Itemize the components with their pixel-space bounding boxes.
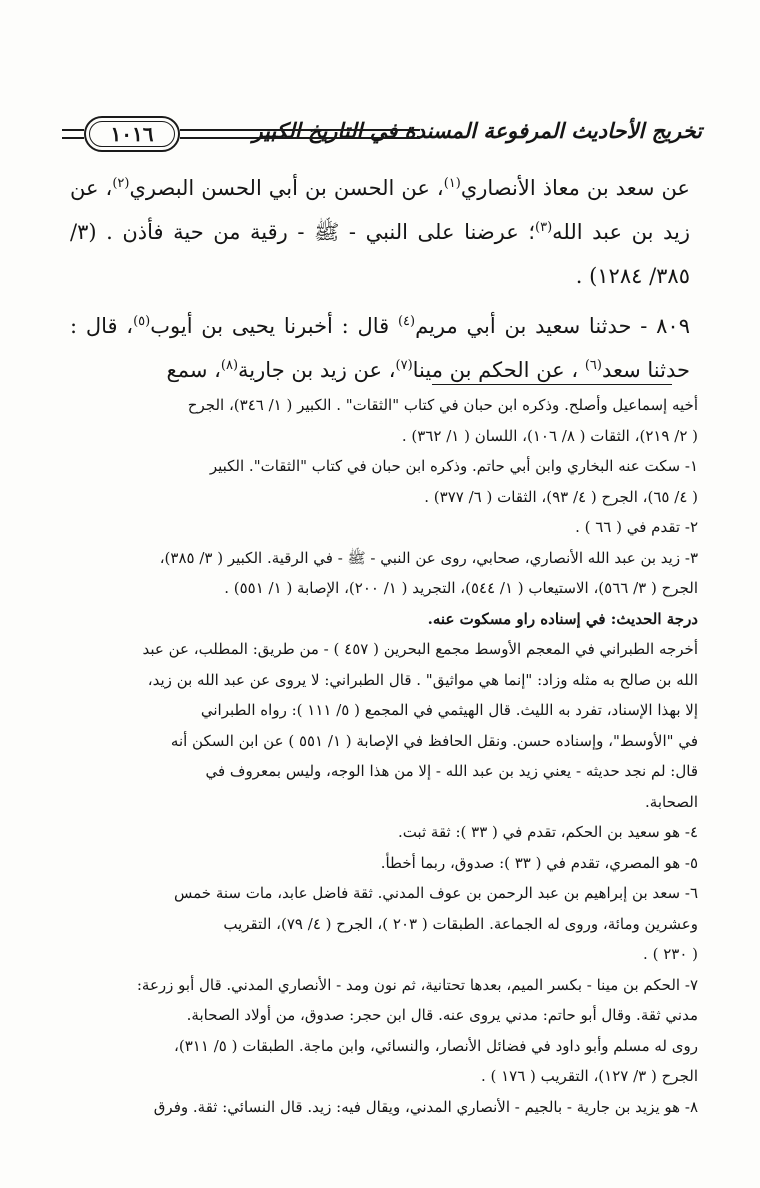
takhrij-line: قال: لم نجد حديثه - يعني زيد بن عبد الله - إلا من هذا الوجه، وليس بمعروف في (205, 762, 698, 780)
header-rule-left (62, 129, 84, 139)
footnote-3: ٣- زيد بن عبد الله الأنصاري، صحابي، روى عن النبي - ﷺ - في الرقية. الكبير ( ٣/ ٣٨٥)، (159, 548, 698, 567)
footnote-line: ( ٢٣٠ ) . (643, 945, 698, 963)
page-number-frame (84, 116, 180, 152)
hadith-809: ٨٠٩ - حدثنا سعيد بن أبي مريم$^{(٤)}$ قال : أخبرنا يحيى بن أيوب$^{(٥)}$، قال : حدثنا سعد$^{(٦)}$ ، عن الحكم بن مينا$^{(٧)}$، عن زيد بن جارية$^{(٨)}$، سمع (70, 314, 690, 382)
footnote-7: ٧- الحكم بن مينا - بكسر الميم، بعدها تحتانية، ثم نون ومد - الأنصاري المدني. قال أبو زرعة: (136, 975, 698, 994)
takhrij-line: الله بن صالح به مثله وزاد: "إنما هي مواثيق" . قال الطبراني: لا يروى عن عبد الله بن زيد، (147, 670, 698, 689)
footnote-line: أخيه إسماعيل وأصلح. وذكره ابن حبان في كتاب "الثقات" . الكبير ( ١/ ٣٤٦)، الجرح (187, 396, 698, 414)
takhrij-line: الصحابة. (645, 792, 698, 811)
footnote-line: الجرح ( ٣/ ٥٦٦)، الاستيعاب ( ١/ ٥٤٤)، التجريد ( ١/ ٢٠٠)، الإصابة ( ١/ ٥٥١) . (224, 579, 698, 597)
takhrij-line: أخرجه الطبراني في المعجم الأوسط مجمع البحرين ( ٤٥٧ ) - من طريق: المطلب، عن عبد (142, 640, 698, 658)
footnote-line: مدني ثقة. وقال أبو حاتم: مدني يروى عنه. قال ابن حجر: صدوق، من أولاد الصحابة. (186, 1006, 698, 1024)
hadith-grade: درجة الحديث: في إسناده راو مسكوت عنه. (427, 609, 698, 628)
main-text (70, 166, 690, 392)
takhrij-line: في "الأوسط"، وإسناده حسن. ونقل الحافظ في الإصابة ( ١/ ٥٥١ ) عن ابن السكن أنه (170, 731, 698, 750)
footnote-separator (432, 384, 672, 385)
footnote-line: وعشرين ومائة، وروى له الجماعة. الطبقات ( ٢٠٣ )، الجرح ( ٤/ ٧٩)، التقريب (223, 914, 698, 933)
page-header (62, 114, 702, 154)
footnote-6: ٦- سعد بن إبراهيم بن عبد الرحمن بن عوف المدني. ثقة فاضل عابد، مات سنة خمس (173, 884, 698, 902)
hadith-808-tail: عن سعد بن معاذ الأنصاري$^{(١)}$، عن الحسن بن أبي الحسن البصري$^{(٢)}$، عن زيد بن عبد الله$^{(٣)}$؛ عرضنا على النبي - ﷺ - رقية من حية فأذن . (٣/ ٣٨٥/ ١٢٨٤) . (70, 176, 690, 288)
footnote-1: ١- سكت عنه البخاري وابن أبي حاتم. وذكره ابن حبان في كتاب "الثقات". الكبير (209, 457, 698, 475)
footnote-line: روى له مسلم وأبو داود في فضائل الأنصار، والنسائي، وابن ماجة. الطبقات ( ٥/ ٣١١)، (174, 1036, 698, 1055)
footnote-2: ٢- تقدم في ( ٦٦ ) . (575, 518, 698, 536)
footnote-line: ( ٤/ ٦٥)، الجرح ( ٤/ ٩٣)، الثقات ( ٦/ ٣٧٧) . (424, 487, 698, 506)
running-title: تخريج الأحاديث المرفوعة المسندة في التاريخ الكبير (252, 118, 702, 143)
footnote-line: الجرح ( ٣/ ١٢٧)، التقريب ( ١٧٦ ) . (480, 1067, 698, 1085)
footnote-5: ٥- هو المصري، تقدم في ( ٣٣ ): صدوق، ربما أخطأ. (380, 853, 698, 872)
footnote-line: ( ٢/ ٢١٩)، الثقات ( ٨/ ١٠٦)، اللسان ( ١/ ٣٦٢) . (401, 426, 698, 445)
footnote-4: ٤- هو سعيد بن الحكم، تقدم في ( ٣٣ ): ثقة ثبت. (397, 823, 698, 841)
takhrij-line: إلا بهذا الإسناد، تفرد به الليث. قال الهيثمي في المجمع ( ٥/ ١١١ ): رواه الطبراني (200, 701, 698, 719)
page-number: ١٠١٦ (110, 122, 154, 146)
footnote-8: ٨- هو يزيد بن جارية - بالجيم - الأنصاري المدني، ويقال فيه: زيد. قال النسائي: ثقة. وفرق (153, 1097, 698, 1116)
footnotes (64, 390, 698, 1122)
header-rule (180, 129, 420, 139)
